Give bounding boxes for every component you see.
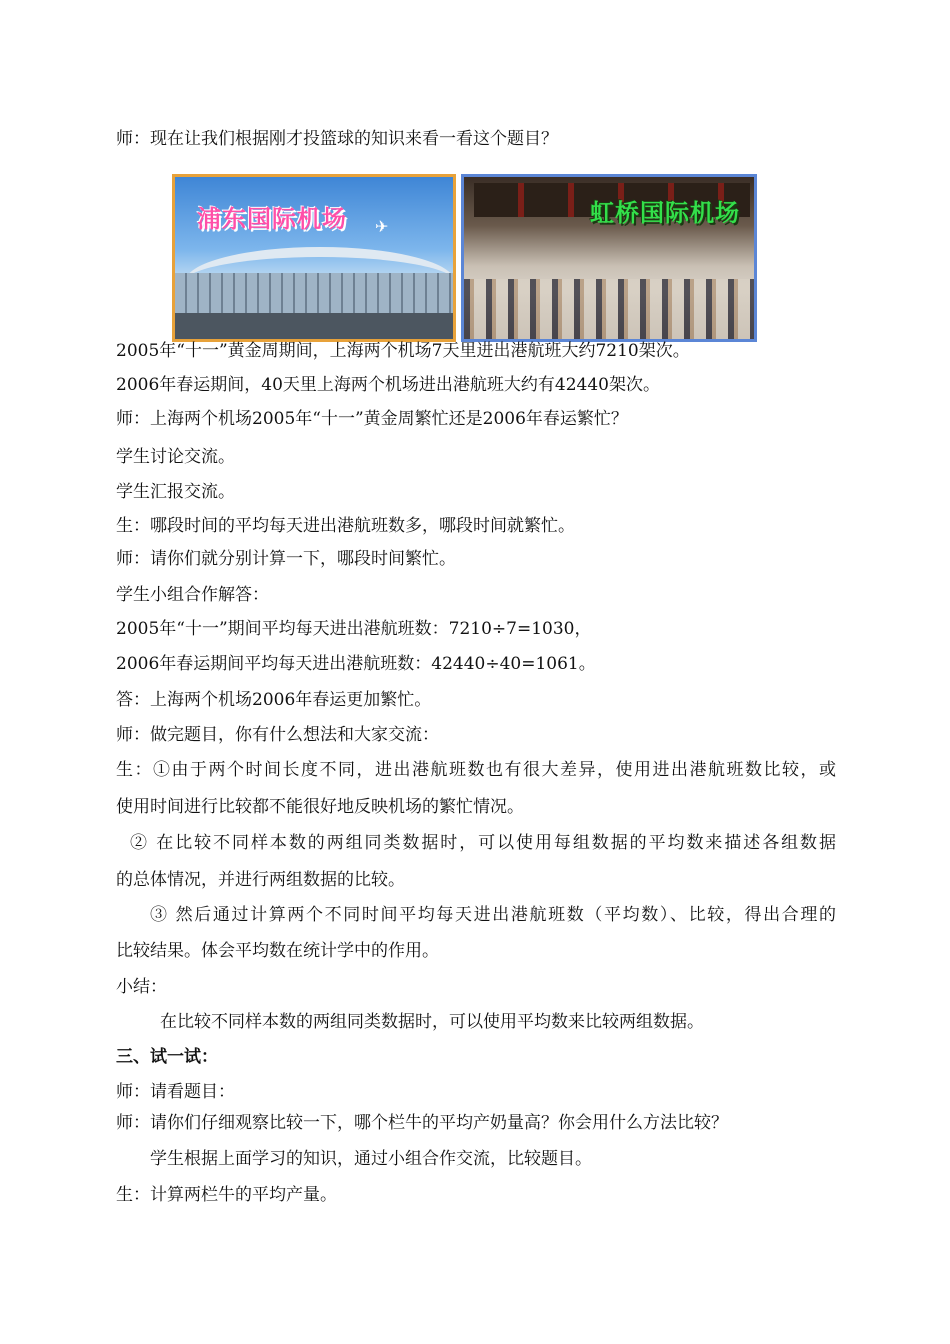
text-line: 师：上海两个机场2005年“十一”黄金周繁忙还是2006年春运繁忙？ — [116, 409, 628, 429]
text-line: 学生小组合作解答： — [116, 585, 269, 605]
airplane-icon: ✈ — [375, 217, 389, 236]
hongqiao-caption: 虹桥国际机场 — [590, 199, 740, 227]
text-line: 师：做完题目，你有什么想法和大家交流： — [116, 725, 439, 745]
text-line: 2006年春运期间，40天里上海两个机场进出港航班大约有42440架次。 — [116, 375, 660, 395]
pudong-airport-photo — [172, 174, 456, 342]
text-line: 使用时间进行比较都不能很好地反映机场的繁忙情况。 — [116, 797, 524, 817]
text-line: ③ 然后通过计算两个不同时间平均每天进出港航班数（平均数）、比较，得出合理的 — [150, 905, 836, 925]
text-line: 生：计算两栏牛的平均产量。 — [116, 1185, 337, 1205]
text-line: 在比较不同样本数的两组同类数据时，可以使用平均数来比较两组数据。 — [160, 1012, 704, 1032]
text-line: 小结： — [116, 977, 167, 997]
text-line: 生：哪段时间的平均每天进出港航班数多，哪段时间就繁忙。 — [116, 516, 575, 536]
text-line: 师：请看题目： — [116, 1082, 235, 1102]
section-heading: 三、试一试： — [116, 1047, 218, 1067]
crowd — [464, 279, 757, 339]
text-line: 的总体情况，并进行两组数据的比较。 — [116, 870, 405, 890]
text-line: 比较结果。体会平均数在统计学中的作用。 — [116, 941, 439, 961]
text-line: ② 在比较不同样本数的两组同类数据时，可以使用每组数据的平均数来描述各组数据 — [130, 833, 836, 853]
pudong-caption: 浦东国际机场 — [197, 205, 347, 233]
text-line: 师：请你们就分别计算一下，哪段时间繁忙。 — [116, 549, 456, 569]
text-line: 2005年“十一”黄金周期间，上海两个机场7天里进出港航班大约7210架次。 — [116, 341, 690, 361]
text-line: 学生讨论交流。 — [116, 447, 235, 467]
text-line: 师：现在让我们根据刚才投篮球的知识来看一看这个题目？ — [116, 129, 558, 149]
text-line: 师：请你们仔细观察比较一下，哪个栏牛的平均产奶量高？你会用什么方法比较？ — [116, 1113, 728, 1133]
text-line: 学生汇报交流。 — [116, 482, 235, 502]
text-line: 生：①由于两个时间长度不同，进出港航班数也有很大差异，使用进出港航班数比较，或 — [116, 760, 836, 780]
hongqiao-airport-photo — [461, 174, 757, 342]
road — [175, 313, 456, 339]
text-line: 2005年“十一”期间平均每天进出港航班数：7210÷7=1030， — [116, 619, 592, 639]
text-line: 2006年春运期间平均每天进出港航班数：42440÷40=1061。 — [116, 654, 596, 674]
text-line: 答：上海两个机场2006年春运更加繁忙。 — [116, 690, 432, 710]
terminal-building — [175, 273, 456, 313]
text-line: 学生根据上面学习的知识，通过小组合作交流，比较题目。 — [150, 1149, 592, 1169]
